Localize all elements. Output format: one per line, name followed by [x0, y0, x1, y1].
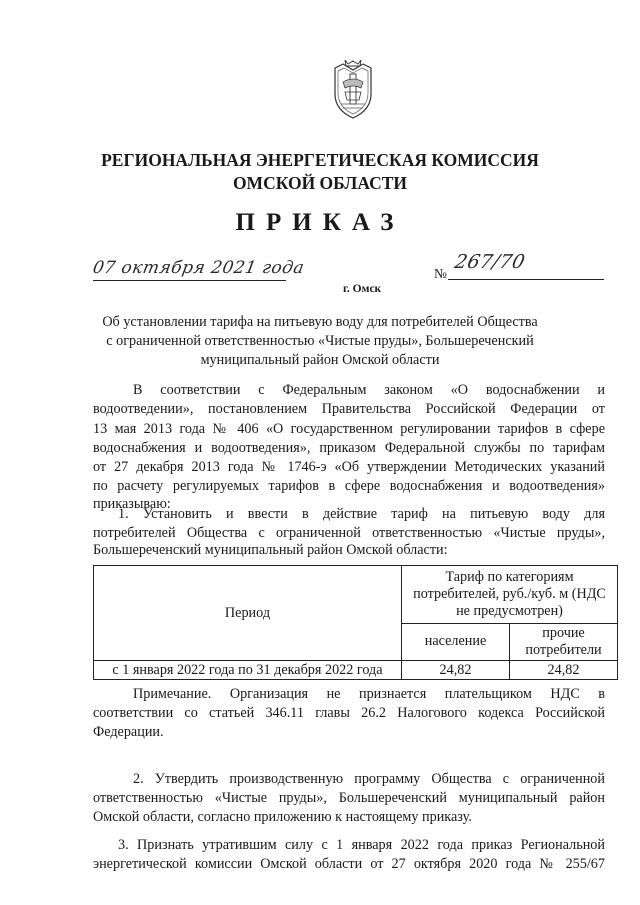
item2-line-3: Омской области, согласно приложению к настоящему приказу. [93, 809, 472, 825]
preamble-line-7: приказываю: [93, 496, 171, 512]
item1-line-3: Большереченский муниципальный район Омской области: [93, 542, 448, 558]
item2-line-1: 2. Утвердить производственную программу Общества с ограниченной [133, 771, 605, 787]
item1-line-1: 1. Установить и ввести в действие тариф на питьевую воду для [118, 506, 605, 522]
coat-of-arms-emblem [331, 60, 375, 120]
table-header-period: Период [94, 566, 402, 661]
preamble-line-2: водоотведении», постановлением Правительства Российской Федерации от [93, 401, 605, 417]
org-name-line2: ОМСКОЙ ОБЛАСТИ [232, 173, 408, 193]
number-label: № [434, 266, 447, 281]
table-row [94, 661, 618, 680]
document-type-title: ПРИКАЗ [235, 209, 405, 236]
date-underline [93, 280, 286, 281]
subject-line-1: Об установлении тарифа на питьевую воду для потребителей Общества [102, 314, 538, 330]
tariff-table [93, 565, 618, 680]
note-line-1: Примечание. Организация не признается плательщиком НДС в [133, 686, 605, 702]
table-header-population: население [402, 623, 510, 660]
table-header-other: прочие потребители [510, 623, 618, 660]
subject-line-3: муниципальный район Омской области [200, 352, 440, 368]
subject-line-2: с ограниченной ответственностью «Чистые пруды», Большереченский [106, 333, 534, 349]
note-line-2: соответствии со статьей 346.11 главы 26.2 Налогового кодекса Российской [93, 705, 605, 721]
item2-line-2: ответственностью «Чистые пруды», Большереченский муниципальный район [93, 790, 605, 806]
preamble-line-5: от 27 декабря 2013 года № 1746-э «Об утверждении Методических указаний [93, 459, 605, 475]
item3-line-2: энергетической комиссии Омской области от 27 октября 2020 года № 255/67 [93, 856, 605, 872]
table-cell-other: 24,82 [510, 661, 618, 680]
handwritten-number: 267/70 [452, 251, 528, 273]
item3-line-1: 3. Признать утратившим силу с 1 января 2022 года приказ Региональной [118, 837, 605, 853]
item1-line-2: потребителей Общества с ограниченной ответственностью «Чистые пруды», [93, 525, 605, 541]
table-cell-period: с 1 января 2022 года по 31 декабря 2022 года [94, 661, 402, 680]
preamble-line-1: В соответствии с Федеральным законом «О водоснабжении и [133, 382, 605, 398]
note-line-3: Федерации. [93, 724, 164, 740]
preamble-line-4: водоснабжения и водоотведения», приказом Федеральной службы по тарифам [93, 440, 605, 456]
preamble-line-3: 13 мая 2013 года № 406 «О государственном регулировании тарифов в сфере [93, 421, 605, 437]
handwritten-date: 07 октября 2021 года [91, 258, 306, 278]
city: г. Омск [343, 283, 382, 295]
table-header-tariff: Тариф по категориям потребителей, руб./куб. м (НДС не предусмотрен) [402, 566, 618, 624]
preamble-line-6: по расчету регулируемых тарифов в сфере водоснабжения и водоотведения» [93, 478, 605, 494]
table-cell-population: 24,82 [402, 661, 510, 680]
org-name-line1: РЕГИОНАЛЬНАЯ ЭНЕРГЕТИЧЕСКАЯ КОМИССИЯ [101, 150, 539, 170]
number-underline [448, 279, 604, 280]
